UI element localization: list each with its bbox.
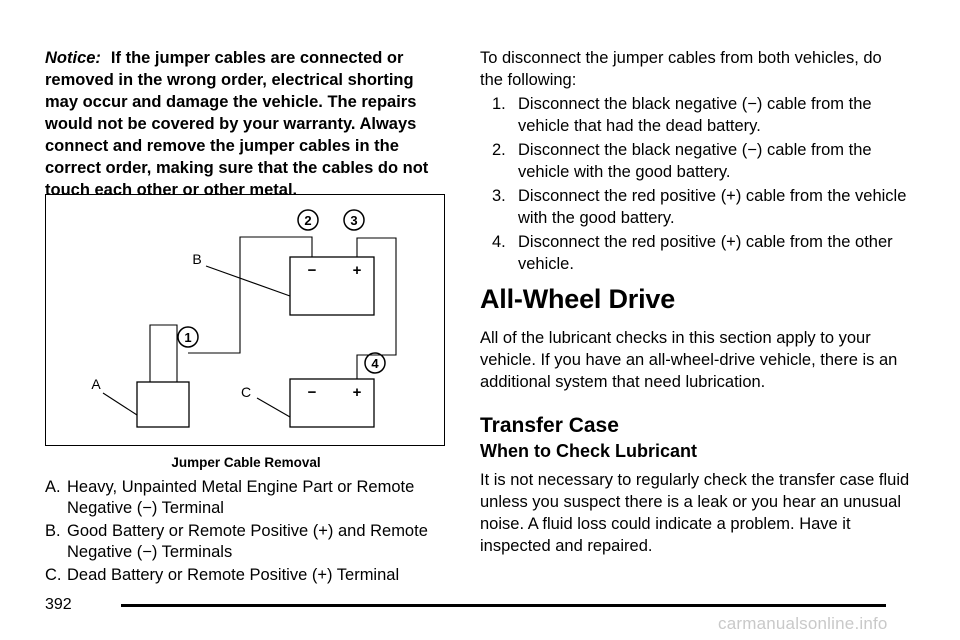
legend-key: B. [45,522,61,540]
letter-b: B [192,251,202,267]
callout-3-label: 3 [350,213,358,228]
heading-all-wheel-drive: All-Wheel Drive [480,284,676,314]
dead-battery [290,379,374,427]
legend-item [45,477,455,519]
legend-key: C. [45,566,62,584]
leader-a [103,393,137,415]
footer-rule [121,604,886,607]
good-battery-negative-label: − [307,262,317,279]
step-text: Disconnect the black negative (−) cable from the vehicle that had the dead battery. [518,95,872,135]
good-battery-positive-label: + [352,262,362,279]
step-number: 2. [492,141,506,159]
step-text: Disconnect the red positive (+) cable from the vehicle with the good battery. [518,187,907,227]
step-item [480,231,920,275]
jumper-cable-diagram [46,195,446,447]
disconnect-steps [480,93,920,277]
negative-cable [188,237,312,353]
legend-item [45,521,455,563]
dead-battery-negative-label: − [307,384,317,401]
legend-key: A. [45,478,61,496]
figure-caption: Jumper Cable Removal [171,455,321,470]
awd-paragraph: All of the lubricant checks in this section apply to your vehicle. If you have an all-wheel-drive vehicle, there is an additional system that need lubrication. [480,329,898,391]
legend-text: Dead Battery or Remote Positive (+) Terminal [67,566,400,584]
step-item [480,139,920,183]
legend-text: Good Battery or Remote Positive (+) and Remote Negative (−) Terminals [67,522,428,561]
legend-text: Heavy, Unpainted Metal Engine Part or Remote Negative (−) Terminal [67,478,415,517]
leader-b [206,266,290,296]
leader-c [257,398,290,417]
engine-ground-block [137,382,189,427]
letter-c: C [240,384,252,400]
step-item [480,185,920,229]
legend-item [45,565,455,586]
disconnect-intro: To disconnect the jumper cables from both vehicles, do the following: [480,49,882,89]
step-number: 1. [492,95,506,113]
step-number: 4. [492,233,506,251]
heading-transfer-case: Transfer Case [480,414,619,437]
jumper-cable-figure [45,194,445,446]
callout-1-label: 1 [184,330,192,345]
notice-paragraph [45,47,447,201]
step-text: Disconnect the red positive (+) cable from the other vehicle. [518,233,893,273]
callout-2-label: 2 [304,213,312,228]
callout-4-label: 4 [371,356,379,371]
figure-legend [45,477,455,588]
step-item [480,93,920,137]
dead-battery-positive-label: + [352,384,362,401]
step-text: Disconnect the black negative (−) cable from the vehicle with the good battery. [518,141,872,181]
transfer-case-paragraph: It is not necessary to regularly check the transfer case fluid unless you suspect there is a leak or you hear an unusual noise. A fluid loss could indicate a problem. Have it inspected and repaired. [480,471,910,555]
heading-when-to-check: When to Check Lubricant [480,441,698,461]
good-battery [290,257,374,315]
step-number: 3. [492,187,506,205]
engine-bracket [150,325,177,382]
letter-a: A [91,376,101,392]
page-number: 392 [45,596,72,613]
watermark: carmanualsonline.info [718,614,888,633]
notice-text: If the jumper cables are connected or removed in the wrong order, electrical shorting may occur and damage the vehicle. The repairs would not be covered by your warranty. Always connect and remove the jumper cables in the correct order, making sure that the cables do not touch each other or other metal. [45,49,429,199]
notice-label: Notice: [45,49,101,67]
